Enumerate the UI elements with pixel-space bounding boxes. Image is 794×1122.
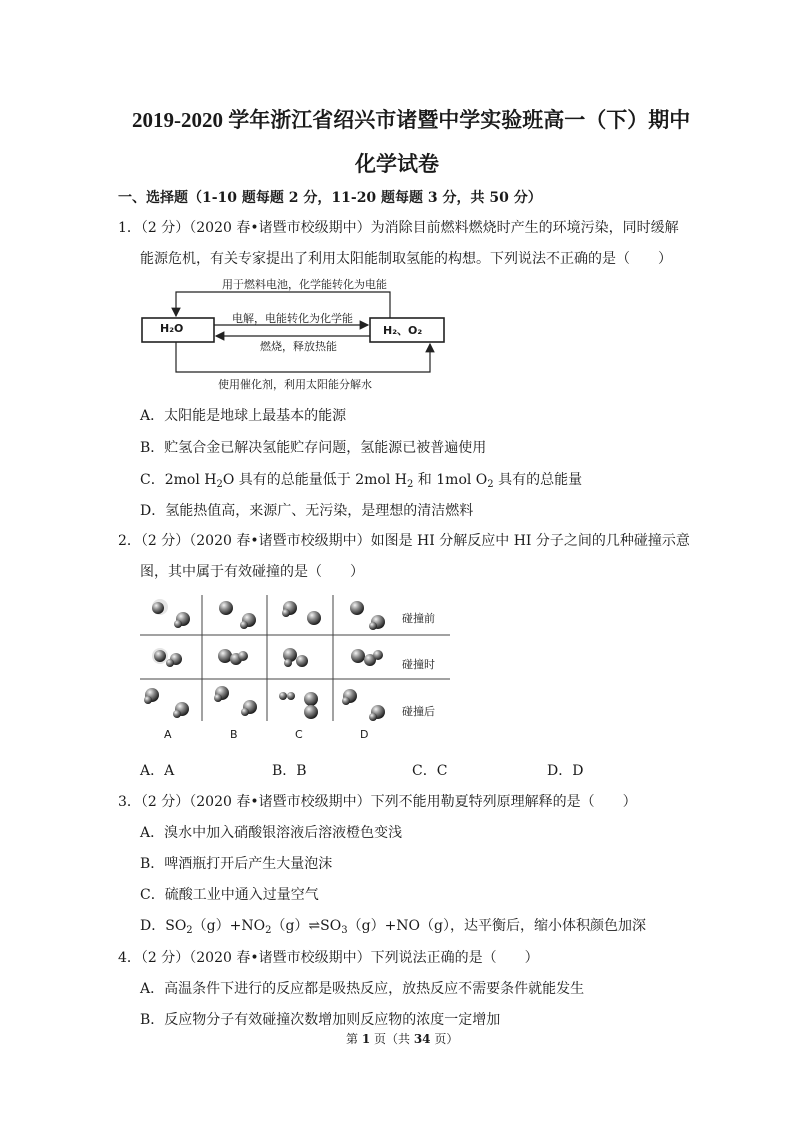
- col-label-c: C: [295, 728, 303, 741]
- q3-stem: 3．（2 分）（2020 春•诸暨市校级期中）下列不能用勒夏特列原理解释的是（ ）: [118, 794, 637, 810]
- q1-stem-line2: 能源危机，有关专家提出了利用太阳能制取氢能的构想。下列说法不正确的是（ ）: [140, 251, 672, 267]
- q2-option-a: A．A: [140, 763, 175, 779]
- section-heading: 一、选择题（1-10 题每题 2 分，11-20 题每题 3 分，共 50 分）: [118, 190, 542, 206]
- page-title-line1: 2019-2020 学年浙江省绍兴市诸暨中学实验班高一（下）期中: [132, 108, 691, 132]
- q2-option-c: C．C: [412, 763, 448, 779]
- q1-option-b: B．贮氢合金已解决氢能贮存问题，氢能源已被普遍使用: [140, 440, 487, 456]
- q3-option-a: A．溴水中加入硝酸银溶液后溶液橙色变浅: [140, 825, 403, 841]
- q3-option-d: D．$SO_2(g)+NO_2(g)\rightleftharpoons SO_3(g)+NO(g)$，达平衡后，缩小体积颜色加深: [140, 918, 646, 936]
- q4-stem: 4．（2 分）（2020 春•诸暨市校级期中）下列说法正确的是（ ）: [118, 950, 539, 966]
- page-title-line2: 化学试卷: [355, 152, 439, 176]
- h2-o2-label: H₂、O₂: [383, 324, 423, 337]
- q1-stem-line1: 1．（2 分）（2020 春•诸暨市校级期中）为消除目前燃料燃烧时产生的环境污染，同时缓解: [118, 220, 679, 236]
- q1-option-a: A．太阳能是地球上最基本的能源: [140, 408, 347, 424]
- row-label-after: 碰撞后: [402, 705, 435, 718]
- q1-option-c: C．2mol $H_2O$ 具有的总能量低于 2mol $H_2$ 和 1mol $O_2$ 具有的总能量: [140, 472, 583, 490]
- h2o-label: H₂O: [160, 322, 184, 335]
- row-label-during: 碰撞时: [402, 658, 435, 671]
- q4-option-a: A．高温条件下进行的反应都是吸热反应，放热反应不需要条件就能发生: [140, 981, 585, 997]
- q3-option-c: C．硫酸工业中通入过量空气: [140, 887, 319, 903]
- q2-stem-line1: 2．（2 分）（2020 春•诸暨市校级期中）如图是 HI 分解反应中 HI 分子之间的几种碰撞示意: [118, 533, 690, 549]
- bottom-arrow-label: 使用催化剂，利用太阳能分解水: [218, 378, 372, 391]
- electrolysis-label: 电解，电能转化为化学能: [232, 312, 353, 325]
- col-label-b: B: [230, 728, 238, 741]
- page-footer: 第 1 页（共 34 页）: [346, 1032, 459, 1046]
- q2-option-d: D．D: [547, 763, 584, 779]
- col-label-d: D: [360, 728, 369, 741]
- molecule-group: [152, 599, 385, 630]
- row-label-before: 碰撞前: [402, 612, 435, 625]
- q2-option-b: B．B: [272, 763, 307, 779]
- q4-option-b: B．反应物分子有效碰撞次数增加则反应物的浓度一定增加: [140, 1012, 501, 1028]
- combustion-label: 燃烧，释放热能: [260, 340, 337, 353]
- q3-option-b: B．啤酒瓶打开后产生大量泡沫: [140, 856, 333, 872]
- top-arrow-label: 用于燃料电池，化学能转化为电能: [222, 278, 387, 291]
- col-label-a: A: [164, 728, 172, 741]
- q1-option-d: D．氢能热值高，来源广、无污染，是理想的清洁燃料: [140, 503, 474, 519]
- q2-stem-line2: 图，其中属于有效碰撞的是（ ）: [140, 564, 364, 580]
- molecule-group: [144, 686, 385, 721]
